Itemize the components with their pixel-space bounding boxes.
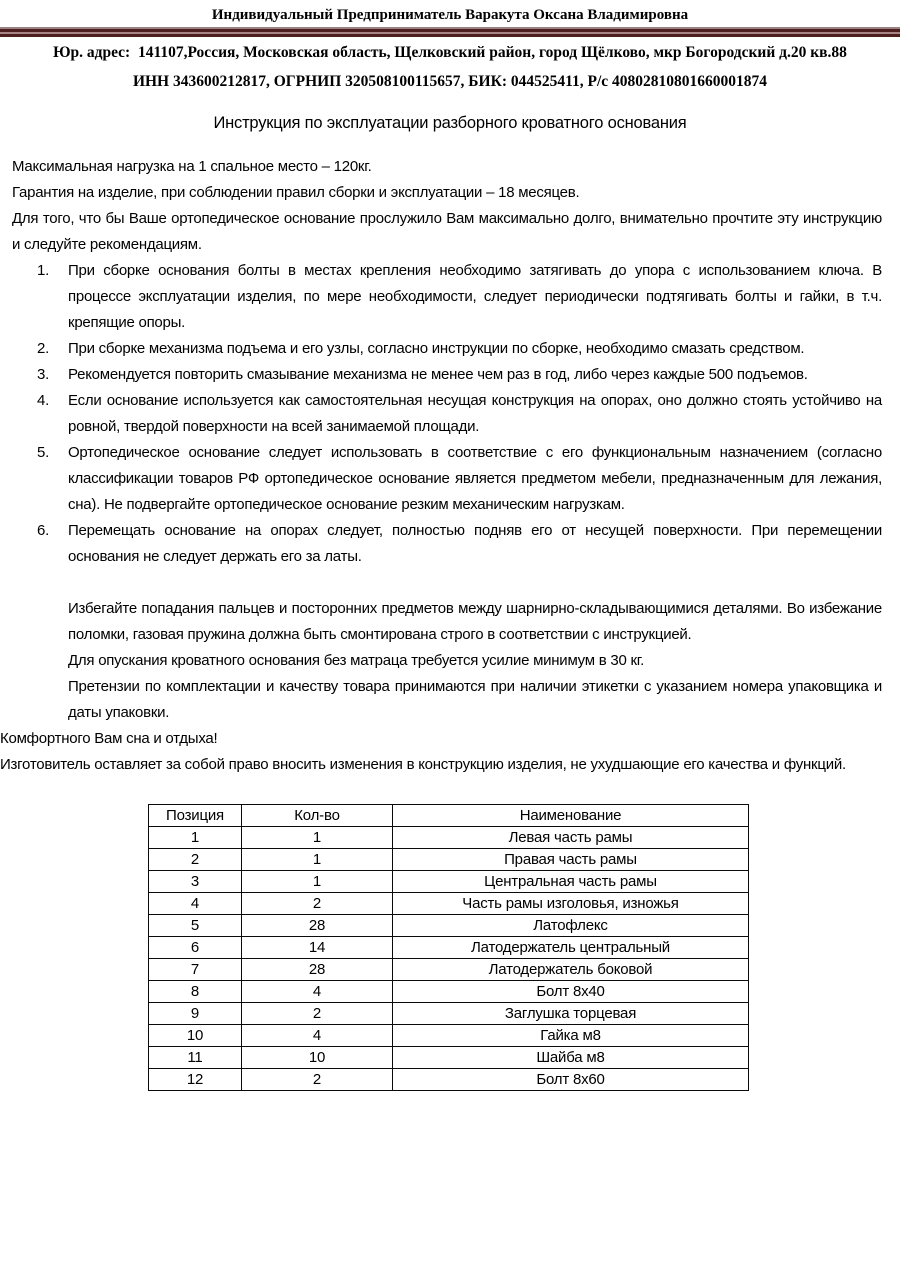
parts-table-row [149,915,749,937]
parts-table-row [149,849,749,871]
intro-paragraph: Гарантия на изделие, при соблюдении правил сборки и эксплуатации – 18 месяцев. [12,184,580,201]
parts-table-cell: 1 [242,871,393,893]
parts-table-cell: 3 [149,871,242,893]
parts-table-cell: 14 [242,937,393,959]
parts-table-cell: 4 [242,981,393,1003]
parts-table-row [149,1025,749,1047]
rule-text: Ортопедическое основание следует использовать в соответствие с его функциональным назначением (согласно классификации товаров РФ ортопедическое основание является предметом мебели, предназначенным для лежания, сна). Не подвергайте ортопедическое основание резким механическим нагрузкам. [68,444,882,513]
parts-table-cell: 6 [149,937,242,959]
parts-table-cell: 28 [242,959,393,981]
parts-table-row [149,1069,749,1091]
wish-line: Комфортного Вам сна и отдыха! [0,730,218,747]
rule-number: 4. [37,392,50,409]
parts-table-cell: 1 [149,827,242,849]
parts-table-cell: 10 [149,1025,242,1047]
rule-item [37,388,882,440]
parts-table-cell: 7 [149,959,242,981]
notes-section [68,596,882,726]
parts-table-cell: 28 [242,915,393,937]
rule-number: 1. [37,262,50,279]
parts-table-row [149,981,749,1003]
parts-table-cell: Часть рамы изголовья, изножья [393,893,749,915]
parts-table-header-row [149,805,749,827]
parts-table-row [149,959,749,981]
parts-table-cell: 9 [149,1003,242,1025]
parts-table-cell: 10 [242,1047,393,1069]
parts-table-row [149,893,749,915]
parts-table-cell: Правая часть рамы [393,849,749,871]
bank-requisites: ИНН 343600212817, ОГРНИП 320508100115657, БИК: 044525411, Р/с 40802810801660001874 [132,73,768,90]
parts-table-cell: Гайка м8 [393,1025,749,1047]
parts-table-header-cell: Позиция [149,805,242,827]
parts-table-cell: Латодержатель боковой [393,959,749,981]
parts-table-cell: Заглушка торцевая [393,1003,749,1025]
parts-table-row [149,827,749,849]
rule-number: 5. [37,444,50,461]
rule-number: 2. [37,340,50,357]
company-name: Индивидуальный Предприниматель Варакута Оксана Владимировна [211,7,689,23]
rule-item [37,362,882,388]
note-paragraph: Для опускания кроватного основания без матраца требуется усилие минимум в 30 кг. [68,652,645,669]
parts-table-cell: 2 [149,849,242,871]
rule-text: При сборке основания болты в местах крепления необходимо затягивать до упора с использованием ключа. В процессе эксплуатации изделия, по мере необходимости, следует периодически подтягивать болты и гайки, в т.ч. крепящие опоры. [68,262,882,331]
parts-table-cell: 4 [149,893,242,915]
rule-number: 3. [37,366,50,383]
rule-text: При сборке механизма подъема и его узлы, согласно инструкции по сборке, необходимо смазать средством. [68,340,805,357]
parts-table-cell: Шайба м8 [393,1047,749,1069]
document-title: Инструкция по эксплуатации разборного кроватного основания [213,114,687,132]
parts-table-cell: 2 [242,1069,393,1091]
rule-text: Перемещать основание на опорах следует, полностью подняв его от несущей поверхности. При перемещении основания не следует держать его за латы. [68,522,882,565]
parts-table-row [149,1003,749,1025]
parts-table-cell: Латофлекс [393,915,749,937]
parts-table-row [149,1047,749,1069]
rule-item [37,258,882,336]
parts-table-cell: Болт 8х60 [393,1069,749,1091]
parts-table-cell: 1 [242,849,393,871]
rule-text: Если основание используется как самостоятельная несущая конструкция на опорах, оно должно стоять устойчиво на ровной, твердой поверхности на всей занимаемой площади. [68,392,882,435]
legal-address: Юр. адрес: 141107,Россия, Московская область, Щелковский район, город Щёлково, мкр Богородский д.20 кв.88 [53,44,847,61]
intro-paragraph: Для того, что бы Ваше ортопедическое основание прослужило Вам максимально долго, внимательно прочтите эту инструкцию и следуйте рекомендациям. [12,210,882,253]
parts-table-cell: Центральная часть рамы [393,871,749,893]
rule-item [37,440,882,518]
rule-item [37,336,882,362]
rule-number: 6. [37,522,50,539]
parts-table-header-cell: Наименование [393,805,749,827]
parts-table-cell: 5 [149,915,242,937]
parts-table-cell: Левая часть рамы [393,827,749,849]
intro-paragraph: Максимальная нагрузка на 1 спальное место – 120кг. [12,158,372,175]
rule-item [37,518,882,570]
letterhead [0,0,900,90]
parts-table-cell: 11 [149,1047,242,1069]
parts-table-cell: 12 [149,1069,242,1091]
parts-table-cell: Болт 8х40 [393,981,749,1003]
parts-table-header-cell: Кол-во [242,805,393,827]
parts-table-row [149,871,749,893]
letterhead-divider-rule [0,27,900,37]
parts-table-head [149,805,749,827]
parts-table-cell: 4 [242,1025,393,1047]
manufacturer-note: Изготовитель оставляет за собой право вносить изменения в конструкцию изделия, не ухудшающие его качества и функций. [0,756,846,773]
parts-table-cell: 8 [149,981,242,1003]
parts-table [148,804,749,1091]
parts-table-row [149,937,749,959]
note-paragraph: Претензии по комплектации и качеству товара принимаются при наличии этикетки с указанием номера упаковщика и даты упаковки. [68,678,882,721]
rules-list [0,258,882,570]
parts-table-cell: Латодержатель центральный [393,937,749,959]
parts-table-cell: 2 [242,1003,393,1025]
parts-table-cell: 2 [242,893,393,915]
intro-section [12,154,882,258]
parts-table-cell: 1 [242,827,393,849]
parts-table-body [149,827,749,1091]
note-paragraph: Избегайте попадания пальцев и посторонних предметов между шарнирно-складывающимися деталями. Во избежание поломки, газовая пружина должна быть смонтирована строго в соответствии с инструкцией. [68,600,882,643]
rule-text: Рекомендуется повторить смазывание механизма не менее чем раз в год, либо через каждые 500 подъемов. [68,366,808,383]
